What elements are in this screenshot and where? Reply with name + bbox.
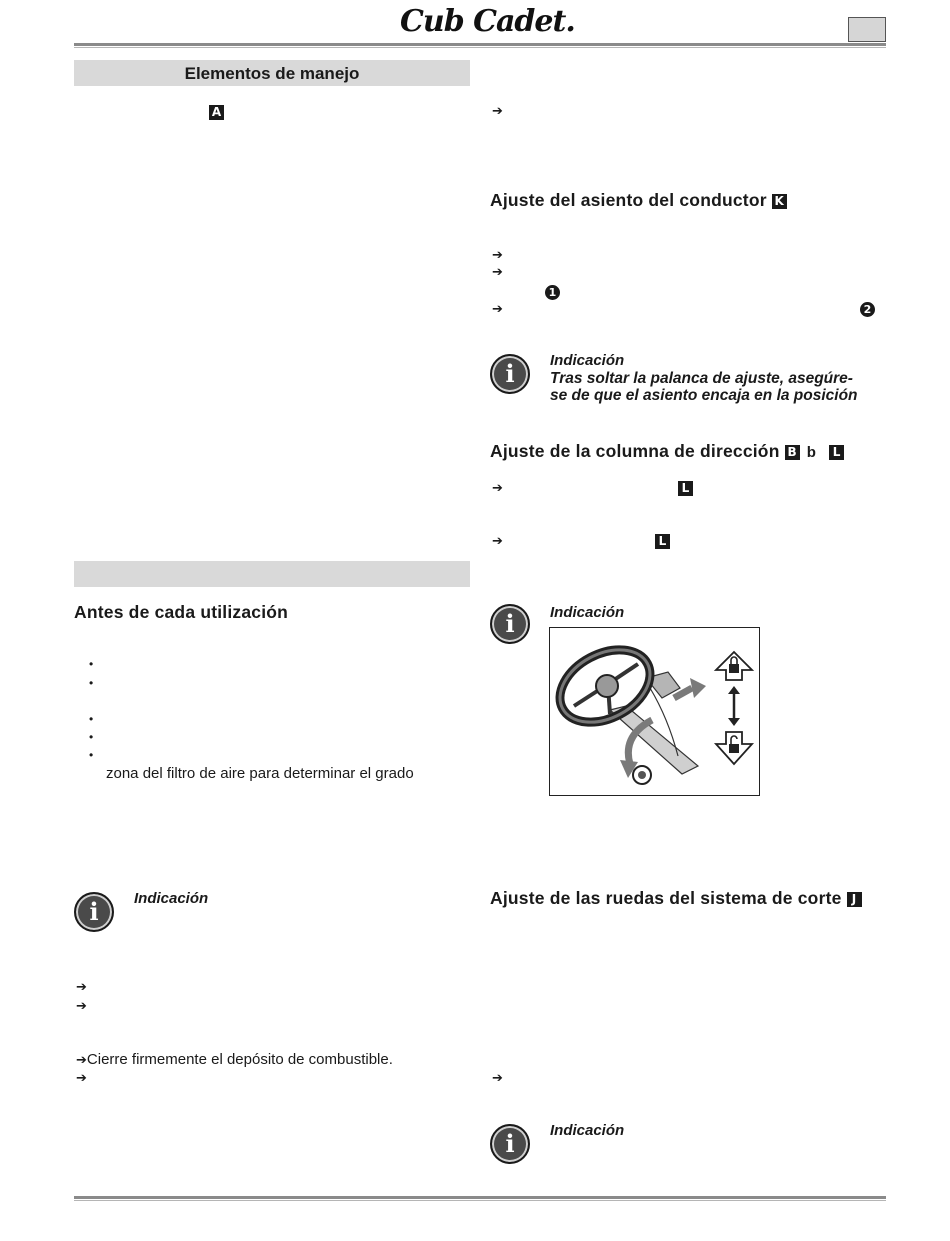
info-icon: i (490, 604, 530, 644)
section-header-controls: Elementos de manejo (74, 60, 470, 86)
arrow-icon: ➔ (492, 1071, 503, 1086)
bullet-5: • (89, 748, 94, 762)
info-icon: i (490, 1124, 530, 1164)
footer-rule-thin (74, 1200, 886, 1201)
heading-wheels-text: Ajuste de las ruedas del sistema de corte (490, 888, 842, 908)
arrow-icon: ➔ (492, 104, 503, 119)
arrow-icon: ➔ (76, 980, 87, 995)
page-number-box (848, 17, 886, 42)
bullet-3: • (89, 712, 94, 726)
note-title-wheels: Indicación (550, 1122, 625, 1139)
heading-steering-text: Ajuste de la columna de dirección (490, 441, 780, 461)
circled-number-1: 1 (545, 285, 560, 300)
steering-column-illustration (549, 627, 760, 796)
tag-l: L (655, 534, 670, 549)
figure-ref-l (678, 480, 693, 498)
connector-b: b (806, 444, 817, 461)
arrow-icon: ➔ (492, 481, 503, 496)
arrow-icon: ➔ (76, 1071, 87, 1086)
step-marker-1 (545, 283, 560, 301)
arrow-icon: ➔ (76, 1053, 87, 1068)
instruction-close-tank (76, 1051, 393, 1069)
arrow-icon: ➔ (492, 248, 503, 263)
steering-illustration-svg (550, 628, 759, 795)
bullet-4: • (89, 730, 94, 744)
tag-a: A (209, 105, 224, 120)
tag-l: L (678, 481, 693, 496)
arrow-icon: ➔ (76, 999, 87, 1014)
note-seat-line-2: se de que el asiento encaja en la posición (550, 387, 858, 404)
figure-ref-a (209, 104, 224, 122)
heading-steering-adjust (490, 441, 844, 462)
info-icon: i (74, 892, 114, 932)
arrow-icon: ➔ (492, 534, 503, 549)
arrow-icon: ➔ (492, 302, 503, 317)
tag-j: J (847, 892, 862, 907)
heading-cutting-wheels (490, 888, 862, 909)
tag-l: L (829, 445, 844, 460)
cub-cadet-logo: Cub Cadet. (400, 4, 575, 39)
note-title-seat: Indicación (550, 352, 625, 369)
close-tank-text: Cierre firmemente el depósito de combustible. (86, 1051, 393, 1068)
note-title-steering: Indicación (550, 604, 625, 621)
arrow-icon: ➔ (492, 265, 503, 280)
bullet-2: • (89, 676, 94, 690)
header-rule-thin (74, 47, 886, 48)
info-icon: i (490, 354, 530, 394)
figure-ref-l (655, 533, 670, 551)
note-seat-line-1: Tras soltar la palanca de ajuste, asegúre- (550, 370, 853, 387)
tag-k: K (772, 194, 787, 209)
step-marker-2 (860, 300, 875, 318)
section-header-blank (74, 561, 470, 587)
bullet-1: • (89, 657, 94, 671)
bullet-continuation-text: zona del filtro de aire para determinar el grado (106, 765, 414, 782)
circled-number-2: 2 (860, 302, 875, 317)
header-rule (74, 43, 886, 46)
tag-b: B (785, 445, 800, 460)
footer-rule (74, 1196, 886, 1199)
heading-before-use: Antes de cada utilización (74, 602, 289, 622)
heading-seat-adjust (490, 190, 787, 211)
note-title-left: Indicación (134, 890, 209, 907)
heading-seat-text: Ajuste del asiento del conductor (490, 190, 767, 210)
